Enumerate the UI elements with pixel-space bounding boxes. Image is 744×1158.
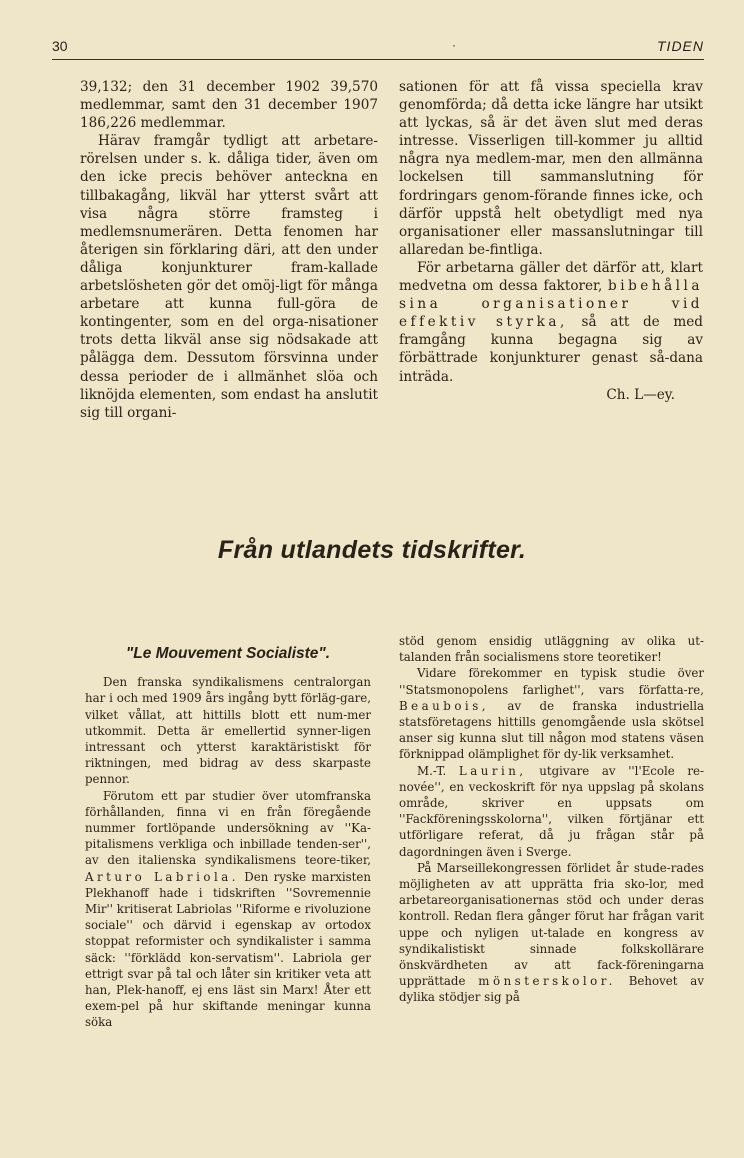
top-left-column <box>80 78 378 422</box>
bottom-left-column <box>85 616 371 1031</box>
header-dot: · <box>452 38 456 52</box>
paragraph <box>399 665 704 762</box>
text-run: M.-T. <box>417 763 447 778</box>
paragraph: 39,132; den 31 december 1902 39,570 medlemmar, samt den 31 december 1907 186,226 medlemmar. <box>80 79 378 132</box>
text-run: Vidare förekommer en typisk studie över ''Statsmonopolens farlighet'', vars författa-re, <box>399 666 704 697</box>
header-rule <box>52 59 704 60</box>
text-run: utgivare av ''l'Ecole re-novée'', en veckoskrift för nya uppslag på skolans område, skriver en uppsats om ''Fackföreningsskolorna'', vilken förtjänar ett utförligare referat, då ju frågan står på dagordningen även i Sverge. <box>399 763 704 859</box>
spaced-emphasis: bibehålla sina organisationer vid effektiv styrka, <box>399 278 703 331</box>
text-run: Den ryske marxisten Plekhanoff hade i tidskriften ''Sovremennie Mir'' kritiserat Labriolas ''Riforme e rivoluzione sociale'' och därvid i egenskap av ortodox stoppat reformister och syndikalister i samma säck: ''förklädd kon-servatism''. Labriola ger ettrigt svar på tal och låter sin kritiker veta att han, Plek-hanoff, ej ens läst sin Marx! Åter ett exem-pel på hur skiftande meningar kunna söka <box>85 869 372 1030</box>
spaced-emphasis: Laurin, <box>458 763 527 778</box>
paragraph: sationen för att få vissa speciella krav genomförda; då detta icke längre har utsikt att lyckas, så är det även slut med deras intresse. Visserligen till-kommer ju alltid några nya medlem-mar, men den allmänna lockelsen till sammanslutning för fordringars genom-förande finnes icke, och därför uppstå helt obetydligt med nya organisationer eller massanslutningar till allaredan be-fintliga. <box>399 79 703 258</box>
spaced-emphasis: Arturo Labriola. <box>85 869 239 884</box>
page-header <box>52 38 704 56</box>
section-title: Från utlandets tidskrifter. <box>217 536 527 564</box>
paragraph <box>85 788 371 1031</box>
text-run: av de franska industriella statsföretagens hittills genomgående usla skötsel anser sig kunna slut till någon mod statens väsen förknippad olämplighet för dy-lik verksamhet. <box>399 698 705 762</box>
spaced-emphasis: mönsterskolor. <box>478 974 616 989</box>
paragraph <box>399 763 704 860</box>
journal-name: TIDEN <box>657 38 704 54</box>
paragraph: Härav framgår tydligt att arbetare-rörelsen under s. k. dåliga tider, även om den icke precis behöver anteckna en tillbakagång, likväl har ytterst svårt att visa några större framsteg i medlemsnumerären. Detta fenomen har återigen sin förklaring däri, att den under dåliga konjunkturer fram-kallade arbetslösheten gör det omöj-ligt för många arbetare att kunna full-göra de kontingenter, som en del orga-nisationer trots detta likväl anse sig nödsakade att pålägga dem. Dessutom försvinna under dessa perioder de i allmänhet slöa och liknöjda elementen, som endast ha anslutit sig till organi- <box>80 133 378 421</box>
paragraph: Den franska syndikalismens centralorgan har i och med 1909 års ingång bytt förläg-gare, vilket vållat, att hittills blott ett num-mer utkommit. Detta är emellertid synner-ligen intressant och ytterst karaktäristiskt för riktningen, med bidrag av dess skarpaste pennor. <box>85 675 371 787</box>
text-run: Behovet av dylika stödjer sig på <box>399 974 705 1005</box>
text-run: På Marseillekongressen förlidet år stude-rades möjligheten av att upprätta fria sko-lor, med arbetareorganisationernas stöd och under deras kontroll. Redan flera gånger förut har frågan varit uppe och nyligen ut-talade en kongress av syndikalistiskt sinnade folkskollärare önskvärdheten av att fack-föreningarna upprättade <box>399 860 704 989</box>
text-run: Förutom ett par studier över utomfranska förhållanden, finna vi en från föregående nummer fortlöpande undersökning av ''Ka-pitalismens verkliga och inbillade tenden-ser'', av den italienska syndikalismens teore-tiker, <box>85 788 371 868</box>
article-title: "Le Mouvement Socialiste". <box>125 645 331 662</box>
author-signature: Ch. L—ey. <box>606 386 675 403</box>
page-number: 30 <box>52 38 68 54</box>
top-right-column <box>399 78 703 404</box>
spaced-emphasis: Beaubois, <box>399 698 490 713</box>
bottom-right-column <box>399 633 704 1006</box>
text-run: För arbetarna gäller det därför att, klart medvetna om dessa faktorer, <box>399 259 703 295</box>
text-run: så att de med framgång kunna begagna sig av förbättrade konjunkturer genast så-dana inträda. <box>399 314 703 385</box>
paragraph: stöd genom ensidig utläggning av olika ut-talanden från socialismens store teoretiker! <box>399 634 704 665</box>
paragraph <box>399 259 703 386</box>
paragraph <box>399 860 704 1006</box>
